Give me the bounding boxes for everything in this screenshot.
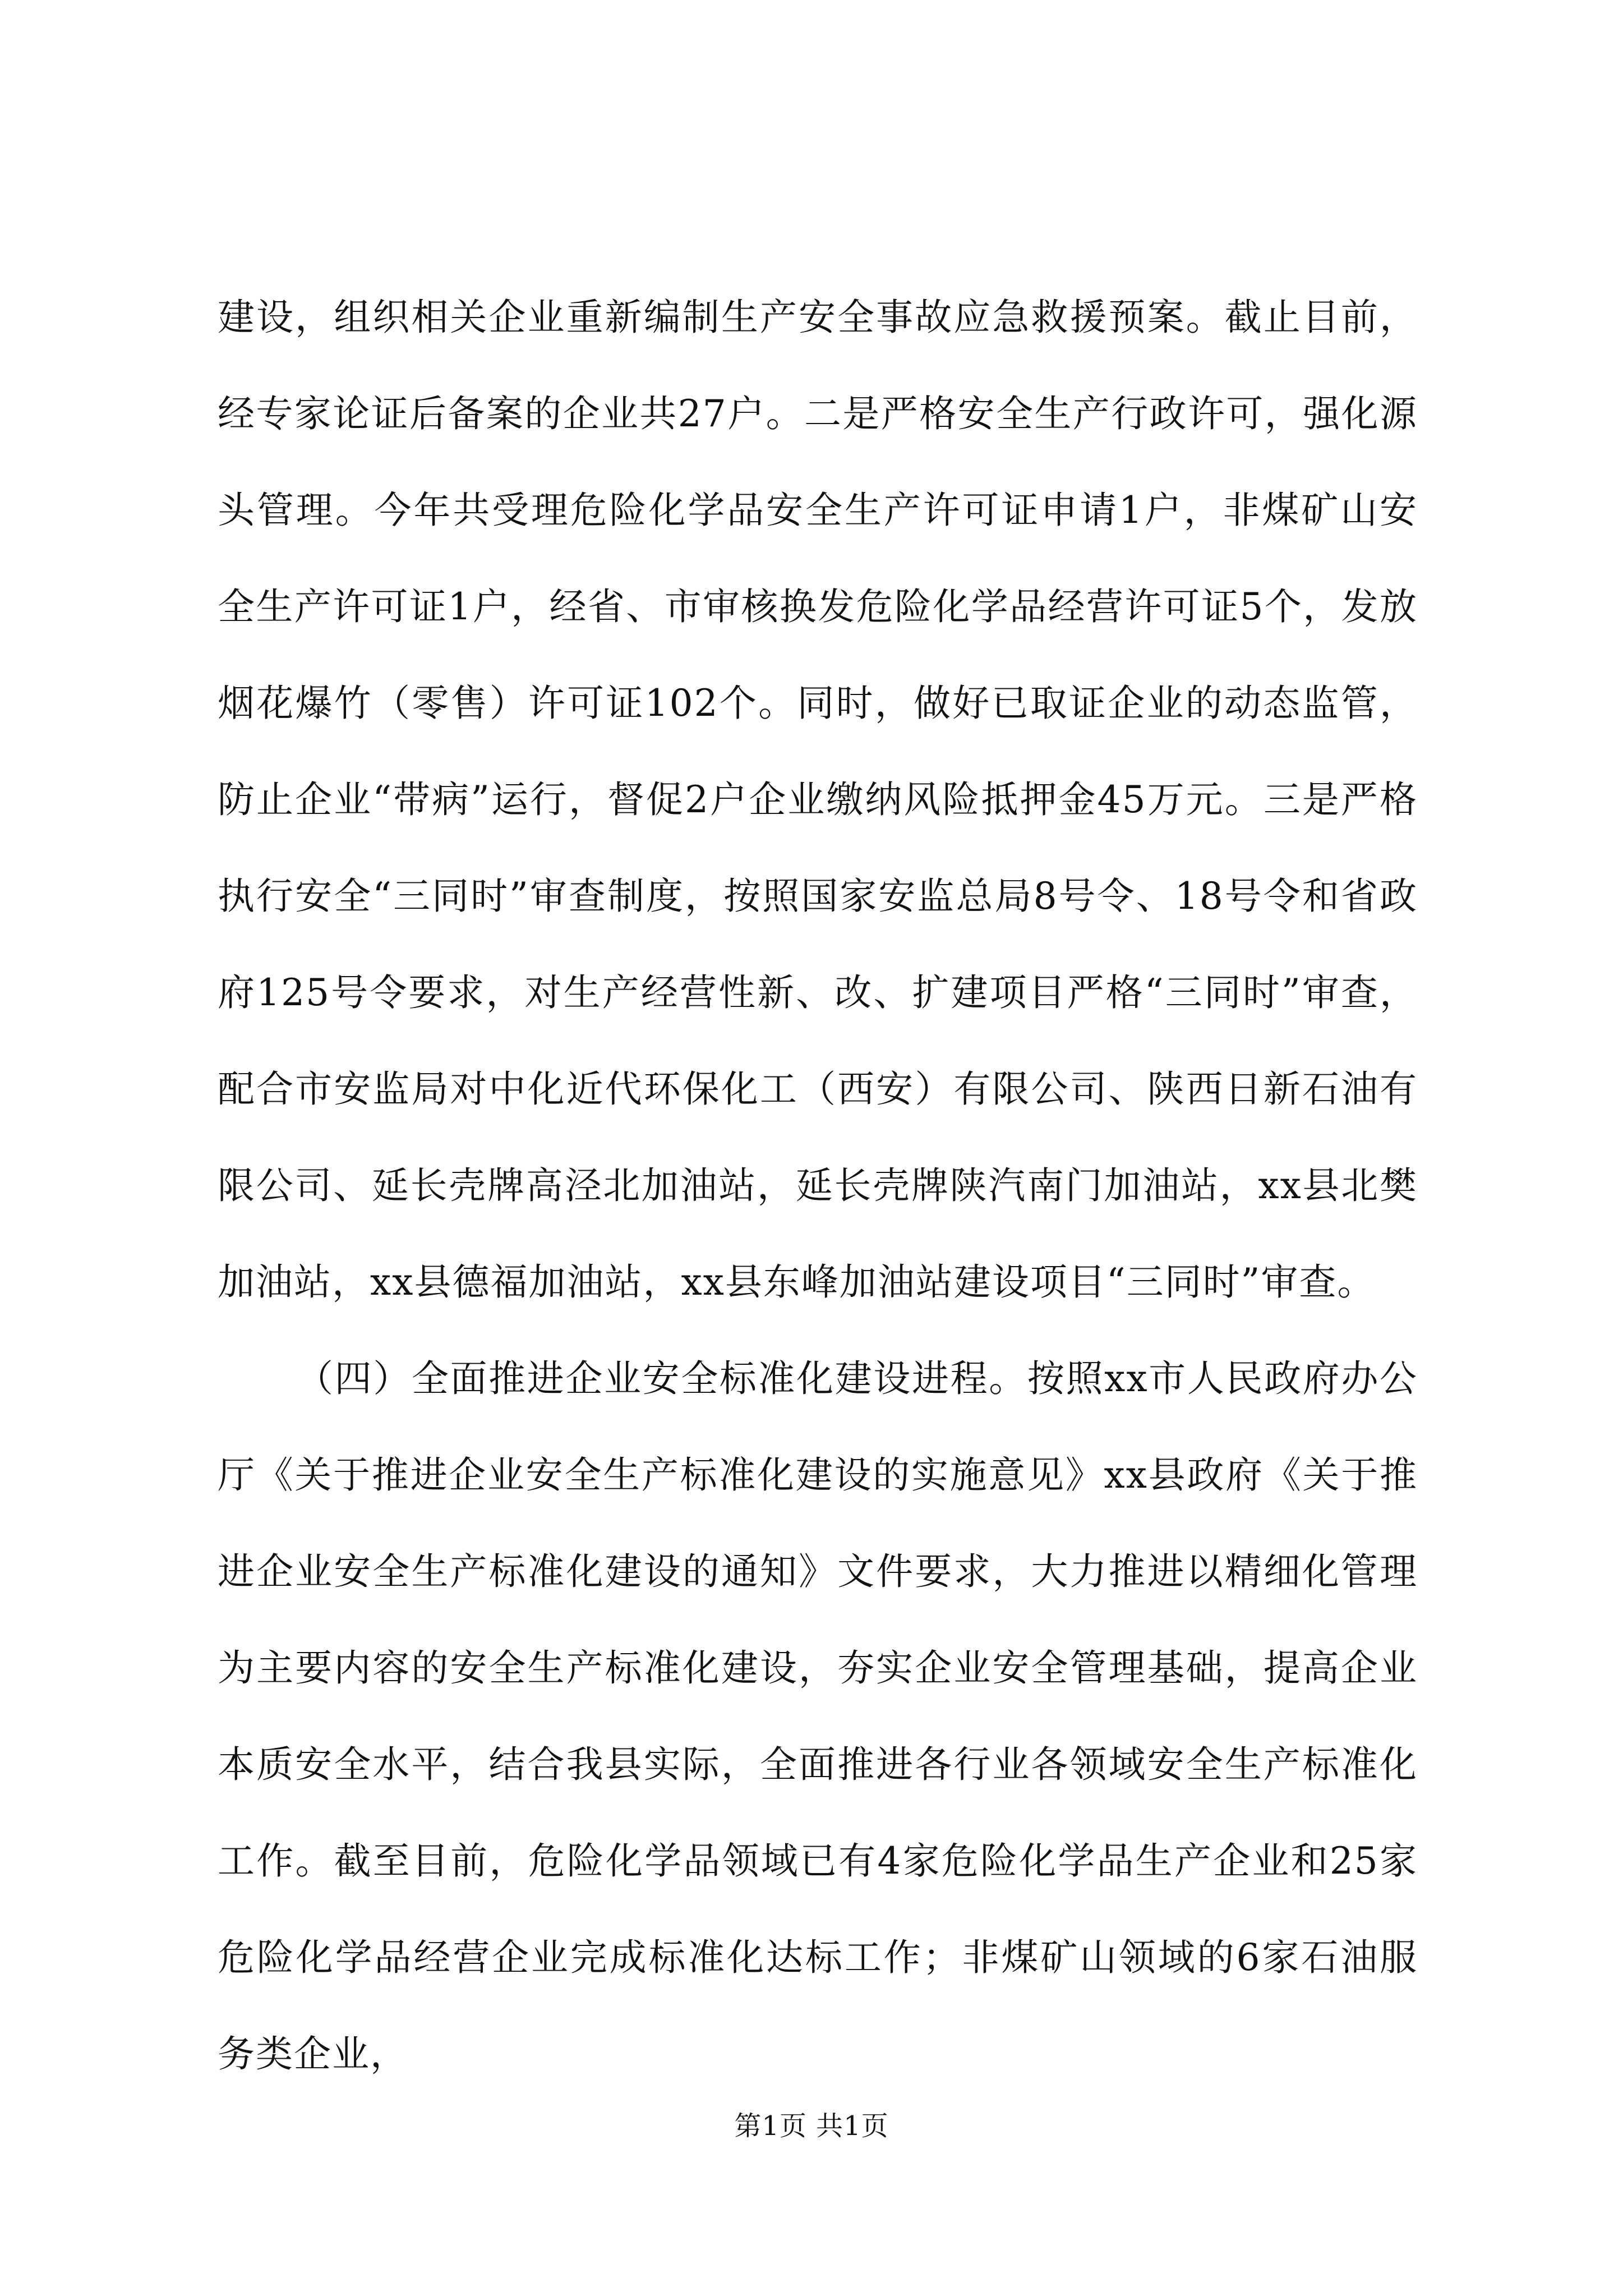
- document-body: [218, 269, 1418, 2102]
- page-footer: 第1页 共1页: [734, 2110, 889, 2142]
- paragraph-1: 建设，组织相关企业重新编制生产安全事故应急救援预案。截止目前，经专家论证后备案的企业共27户。二是严格安全生产行政许可，强化源头管理。今年共受理危险化学品安全生产许可证申请1户，非煤矿山安全生产许可证1户，经省、市审核换发危险化学品经营许可证5个，发放烟花爆竹（零售）许可证102个。同时，做好已取证企业的动态监管，防止企业“带病”运行，督促2户企业缴纳风险抵押金45万元。三是严格执行安全“三同时”审查制度，按照国家安监总局8号令、18号令和省政府125号令要求，对生产经营性新、改、扩建项目严格“三同时”审查，配合市安监局对中化近代环保化工（西安）有限公司、陕西日新石油有限公司、延长壳牌高泾北加油站，延长壳牌陕汽南门加油站，xx县北樊加油站，xx县德福加油站，xx县东峰加油站建设项目“三同时”审查。: [218, 296, 1418, 1304]
- paragraph-2: （四）全面推进企业安全标准化建设进程。按照xx市人民政府办公厅《关于推进企业安全生产标准化建设的实施意见》xx县政府《关于推进企业安全生产标准化建设的通知》文件要求，大力推进以精细化管理为主要内容的安全生产标准化建设，夯实企业安全管理基础，提高企业本质安全水平，结合我县实际，全面推进各行业各领域安全生产标准化工作。截至目前，危险化学品领域已有4家危险化学品生产企业和25家危险化学品经营企业完成标准化达标工作；非煤矿山领域的6家石油服务类企业，: [218, 1357, 1418, 2076]
